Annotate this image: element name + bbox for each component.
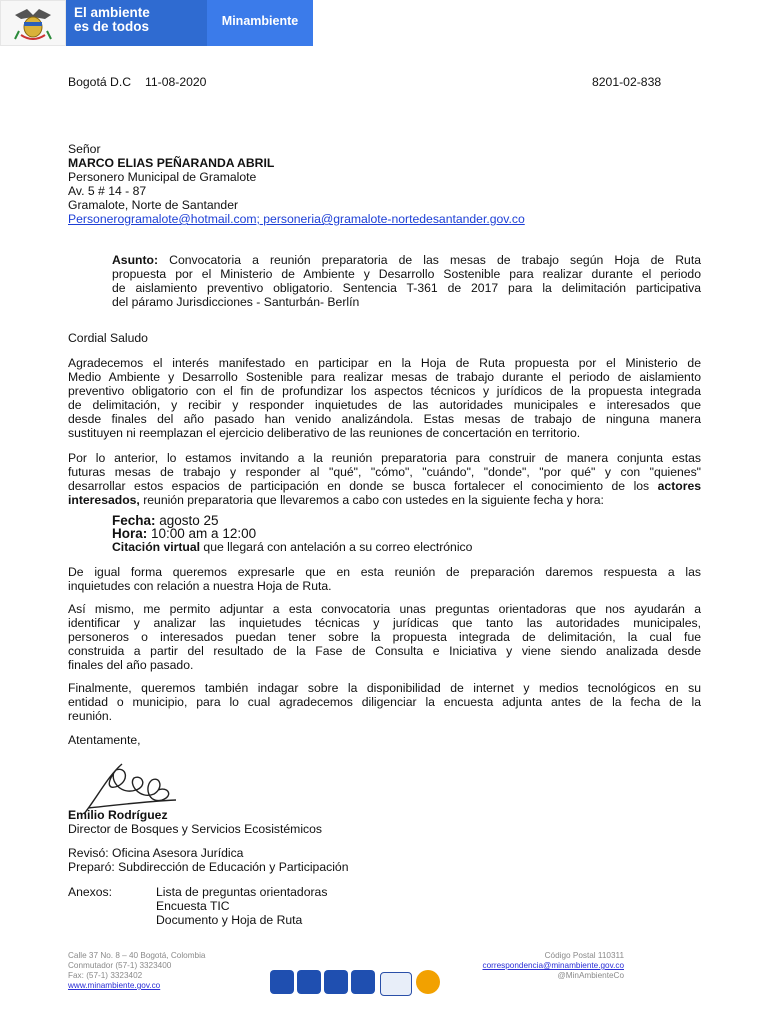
p5-line: reunión. xyxy=(68,709,113,723)
p2-line: Por lo anterior, lo estamos invitando a la reunión preparatoria para construir de manera conjunta estas xyxy=(68,451,701,465)
header-banner xyxy=(0,0,313,46)
meeting-invite xyxy=(112,541,472,555)
annex-item: Lista de preguntas orientadoras xyxy=(156,885,328,899)
p1-line: Agradecemos el interés manifestado en participar en la Hoja de Ruta propuesta por el Ministerio de xyxy=(68,356,701,370)
recipient-name: MARCO ELIAS PEÑARANDA ABRIL xyxy=(68,156,275,170)
prepared-by: Preparó: Subdirección de Educación y Participación xyxy=(68,860,349,874)
recipient-address: Av. 5 # 14 - 87 xyxy=(68,184,147,198)
p2-line: futuras mesas de trabajo y responder al "qué", "cómo", "cuándo", "donde", "por qué" y con "quienes" xyxy=(68,465,701,479)
certification-logo-icon xyxy=(351,970,375,994)
p2-line-4 xyxy=(68,494,604,508)
meeting-date-value: agosto 25 xyxy=(155,513,219,528)
recipient-city: Gramalote, Norte de Santander xyxy=(68,198,239,212)
footer-twitter: @MinAmbienteCo xyxy=(557,971,624,980)
slogan-panel xyxy=(66,0,207,46)
p2-line-4-rest: reunión preparatoria que llevaremos a cabo con ustedes en la siguiente fecha y hora: xyxy=(139,493,604,507)
p2-line-3 xyxy=(68,480,701,494)
p4-line: identificar y analizar las inquietudes técnicas y jurídicas que tanto las autoridades municipales, xyxy=(68,616,701,630)
footer-right xyxy=(470,951,624,981)
certification-logos xyxy=(270,970,450,998)
p1-line: sustituyen ni reemplazan el ejercicio deliberativo de las reuniones de concertación en territorio. xyxy=(68,426,581,440)
p1-line: preventivo obligatorio con el fin de profundizar los aspectos técnicos y jurídicos de la propuesta integrada xyxy=(68,384,701,398)
footer-address: Calle 37 No. 8 – 40 Bogotá, Colombia xyxy=(68,951,206,960)
meeting-invite-value: que llegará con antelación a su correo electrónico xyxy=(200,540,473,554)
slogan-line-1: El ambiente xyxy=(74,5,150,20)
subject-line-2: propuesta por el Ministerio de Ambiente y Desarrollo Sostenible para realizar durante el periodo xyxy=(112,267,701,281)
meeting-time-label: Hora: xyxy=(112,526,148,541)
signer-title: Director de Bosques y Servicios Ecosistémicos xyxy=(68,822,322,836)
certification-logo-icon xyxy=(270,970,294,994)
reviewed-by: Revisó: Oficina Asesora Jurídica xyxy=(68,846,244,860)
annex-label: Anexos: xyxy=(68,885,113,899)
recipient-salutation: Señor xyxy=(68,142,101,156)
ministry-name: Minambiente xyxy=(221,14,299,28)
footer-fax: Fax: (57-1) 3323402 xyxy=(68,971,143,980)
p2-line-3-text: desarrollar estos espacios de participación en donde se busca fortalecer el conocimiento de los xyxy=(68,479,650,493)
subject-line-3: de aislamiento preventivo obligatorio. Sentencia T-361 de 2017 para la delimitación participativa xyxy=(112,281,701,295)
p4-line: construida a partir del resultado de la Fase de Consulta e Iniciativa y viene siendo analizada desde xyxy=(68,644,701,658)
meeting-date-label: Fecha: xyxy=(112,513,156,528)
p5-line: entidad o municipio, para lo cual agradecemos diligenciar la encuesta adjunta antes de la fecha de la xyxy=(68,695,701,709)
p2-bold-actores: actores xyxy=(657,479,701,493)
meeting-time xyxy=(112,527,256,541)
footer-postal-code: Código Postal 110311 xyxy=(544,951,624,960)
annex-item: Encuesta TIC xyxy=(156,899,230,913)
subject-label: Asunto: xyxy=(112,253,159,267)
ministry-panel xyxy=(207,0,313,46)
closing: Atentamente, xyxy=(68,733,141,747)
meeting-time-value: 10:00 am a 12:00 xyxy=(147,526,257,541)
footer-email-link[interactable]: correspondencia@minambiente.gov.co xyxy=(482,961,624,970)
greeting: Cordial Saludo xyxy=(68,331,148,345)
subject-line-1 xyxy=(112,254,701,268)
footer-website-link[interactable]: www.minambiente.gov.co xyxy=(68,981,161,990)
subject-text-1: Convocatoria a reunión preparatoria de las mesas de trabajo según Hoja de Ruta xyxy=(169,253,701,267)
p1-line: Medio Ambiente y Desarrollo Sostenible para realizar mesas de trabajo durante el periodo de aislamiento xyxy=(68,370,701,384)
p4-line: finales del año pasado. xyxy=(68,658,194,672)
footer-phone: Conmutador (57-1) 3323400 xyxy=(68,961,172,970)
certification-logo-icon xyxy=(324,970,348,994)
p4-line: Así mismo, me permito adjuntar a esta convocatoria unas preguntas orientadoras que nos ayudarán a xyxy=(68,602,701,616)
subject-line-4: del páramo Jurisdicciones - Santurbán- Berlín xyxy=(112,295,360,309)
meeting-invite-label: Citación virtual xyxy=(112,540,201,554)
certification-logo-icon xyxy=(297,970,321,994)
recipient-position: Personero Municipal de Gramalote xyxy=(68,170,257,184)
letter-city: Bogotá D.C xyxy=(68,75,132,89)
p4-line: personeros o interesados puedan tener sobre la propuesta integrada de delimitación, la cual fue xyxy=(68,630,701,644)
p5-line: Finalmente, queremos también indagar sobre la disponibilidad de internet y medios tecnológicos en su xyxy=(68,681,701,695)
p2-bold-interesados: interesados, xyxy=(68,493,140,507)
recipient-emails[interactable]: Personerogramalote@hotmail.com; personeria@gramalote-nortedesantander.gov.co xyxy=(68,212,525,226)
letter-reference: 8201-02-838 xyxy=(592,75,662,89)
signer-name: Emilio Rodríguez xyxy=(68,808,168,822)
certification-logo-icon xyxy=(380,972,412,996)
p1-line: de delimitación, y recibir y responder inquietudes de las autoridades municipales e interesados que xyxy=(68,398,701,412)
certification-logo-icon xyxy=(416,970,440,994)
slogan-line-2: es de todos xyxy=(74,19,150,34)
footer-left xyxy=(68,951,205,991)
colombia-coat-of-arms xyxy=(0,0,66,46)
annex-item: Documento y Hoja de Ruta xyxy=(156,913,303,927)
letter-date: 11-08-2020 xyxy=(145,75,207,89)
p1-line: desde finales del año pasado han venido analizándola. Estas mesas de trabajo de ninguna manera xyxy=(68,412,701,426)
p3-line: De igual forma queremos expresarle que en esta reunión de preparación daremos respuesta a las xyxy=(68,565,701,579)
p3-line: inquietudes con relación a nuestra Hoja de Ruta. xyxy=(68,579,332,593)
